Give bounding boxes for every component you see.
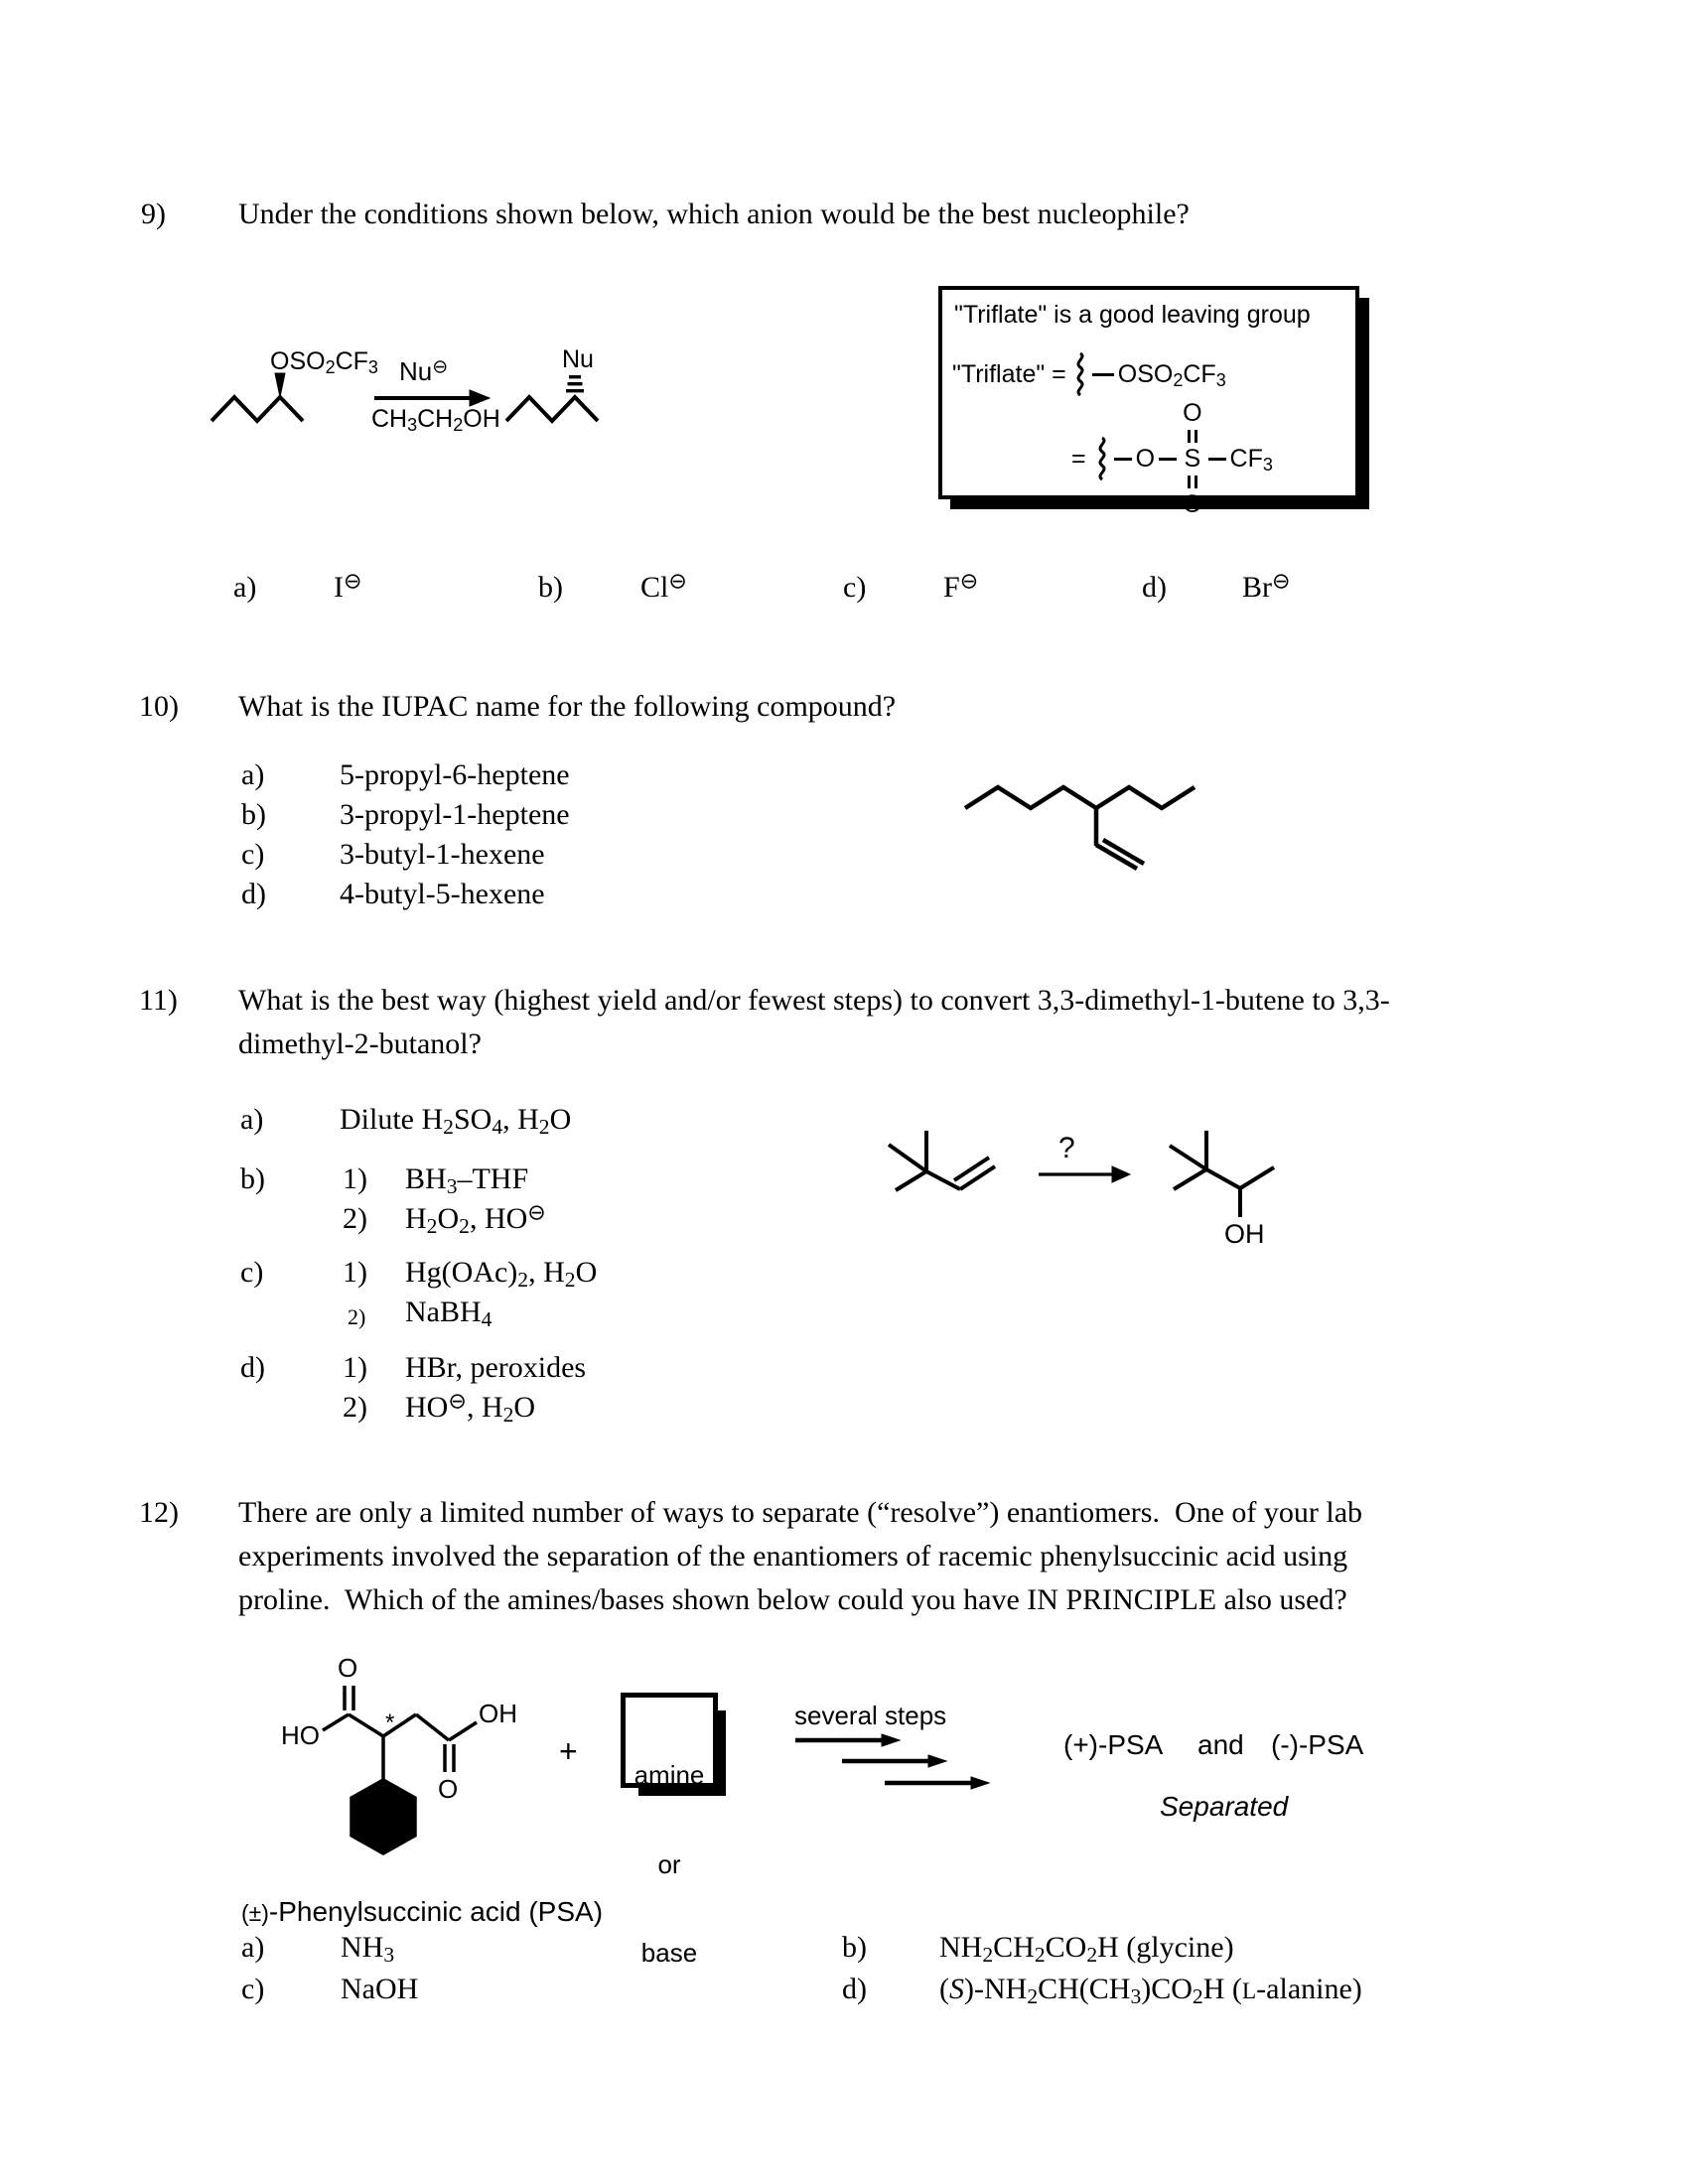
sulfur-atom: S [1184,444,1201,473]
single-bond [1092,373,1114,376]
q11-option-d-step1-value: HBr, peroxides [405,1351,587,1384]
oxygen-atom: O [1135,444,1156,473]
q12-text-line1: There are only a limited number of ways to separate (“resolve”) enantiomers. One of your lab [238,1496,1363,1529]
q12-ho-label: HO [281,1720,320,1750]
squiggle-bond-icon [1072,351,1088,397]
triflate-equals-label: "Triflate" = [952,359,1066,388]
q9-option-c-letter: c) [843,571,867,604]
q11-option-b-step2-num: 2) [343,1202,367,1235]
q11-option-b-step1-value: $BH_3$–THF [405,1162,529,1198]
q9-solvent-below-arrow: $CH_3CH_2OH$ [371,405,500,435]
arrowhead [971,1777,989,1789]
q12-option-b-letter: b) [842,1931,867,1964]
q9-text: Under the conditions shown below, which anion would be the best nucleophile? [238,198,1190,230]
q12-several-steps-arrows [789,1731,1003,1793]
single-bond [1114,458,1132,461]
squiggle-bond-icon [1094,436,1110,481]
hash-bond [569,375,581,378]
q12-option-a-value: $NH_3$ [341,1931,395,1967]
q11-option-a-value: Dilute $H_2SO_4$, $H_2O$ [340,1103,572,1139]
hash-bond [568,382,583,385]
q9-product-label: Nu [562,345,594,373]
q12-psa-structure [268,1638,516,1871]
arrowhead [1112,1166,1130,1182]
q11-alkene-structure [872,1115,1011,1204]
q12-conjunction: and [1197,1729,1244,1760]
q12-amine-or-base-box [621,1693,718,1969]
q12-option-d-value: $(S)-NH_2CH(CH_3)CO_2H$ (L-alanine) [939,1973,1362,2008]
q9-option-d-letter: d) [1142,571,1167,604]
q9-reagent-above-arrow: Nu⊖ [399,356,449,386]
q9-option-b-letter: b) [538,571,563,604]
triflate-infobox [938,286,1359,518]
amine-box-line1: amine [633,1759,705,1790]
q11-option-b-step1-num: 1) [343,1162,367,1195]
arrowhead [882,1734,900,1746]
q12-o-bottom-label: O [438,1774,459,1804]
double-bond [1188,430,1197,443]
infobox-triflate-formula [952,351,1226,397]
q11-option-c-step1-num: 1) [343,1256,367,1289]
q10-option-a-letter: a) [241,758,265,791]
q11-option-b-step2-value: $H_2O_2$, HO⊖ [405,1199,546,1238]
q12-product1-label: (+)-PSA [1063,1729,1164,1760]
q11-option-d-letter: d) [240,1351,265,1384]
q11-option-d-step2-value: HO⊖, $H_2O$ [405,1388,536,1427]
q9-option-d-value: Br⊖ [1242,568,1291,604]
q12-arrow-label: several steps [794,1701,947,1730]
q12-product2-label: (-)-PSA [1271,1729,1364,1760]
q10-option-b-value: 3-propyl-1-heptene [340,798,570,831]
q12-text-line2: experiments involved the separation of the enantiomers of racemic phenylsuccinic acid using [238,1540,1348,1572]
infobox-title: "Triflate" is a good leaving group [954,301,1311,329]
sulfonyl-stack [1183,399,1201,518]
q11-arrow-label: ? [1058,1132,1075,1164]
single-bond [1159,458,1177,461]
q10-option-a-value: 5-propyl-6-heptene [340,758,570,791]
single-bond [1208,458,1226,461]
q11-option-c-step2-num: 2) [348,1304,366,1329]
q10-number: 10) [139,690,179,723]
double-bond [1188,476,1197,488]
hash-bond [566,389,584,392]
q12-option-c-letter: c) [241,1973,265,2005]
q11-reaction-arrow [1033,1156,1132,1193]
q10-compound-structure [951,774,1214,879]
q11-option-c-letter: c) [240,1256,264,1289]
triflate-condensed-formula: $OSO_2CF_3$ [1117,359,1226,390]
q10-option-c-value: 3-butyl-1-hexene [340,838,545,871]
q11-option-c-step2-value: NaBH$_4$ [405,1296,492,1331]
infobox-expanded-formula [1071,399,1273,518]
q9-number: 9) [141,198,166,230]
arrowhead [470,390,490,406]
q9-option-b-value: Cl⊖ [640,568,687,604]
q11-option-b-letter: b) [240,1162,265,1195]
q10-option-c-letter: c) [241,838,265,871]
q11-option-c-step1-value: $Hg(OAc)_2$, $H_2O$ [405,1256,598,1292]
cf3-group: $CF_3$ [1229,444,1273,475]
q12-oh-label: OH [479,1699,517,1728]
q12-option-b-value: $NH_2CH_2CO_2H$ (glycine) [939,1931,1234,1967]
wedge-bond [275,373,285,397]
q12-option-c-value: NaOH [341,1973,419,2005]
amine-box-line2: or [657,1848,681,1879]
q12-stereocenter-star: * [385,1709,395,1736]
double-bond-line [960,1166,995,1189]
arrowhead [928,1755,946,1767]
q12-o-top-label: O [338,1653,358,1683]
q9-option-a-letter: a) [233,571,257,604]
q10-option-b-letter: b) [241,798,266,831]
q11-option-d-step2-num: 2) [343,1391,367,1424]
q11-number: 11) [139,984,178,1017]
double-bond-line [954,1158,989,1180]
q12-psa-caption: (±)-Phenylsuccinic acid (PSA) [241,1896,604,1927]
q12-number: 12) [139,1496,179,1529]
q12-option-d-letter: d) [842,1973,867,2005]
q12-option-a-letter: a) [241,1931,265,1964]
q10-text: What is the IUPAC name for the following compound? [238,690,897,723]
q11-oh-label: OH [1224,1219,1265,1249]
q10-option-d-value: 4-butyl-5-hexene [340,878,545,910]
q11-text-line1: What is the best way (highest yield and/or fewest steps) to convert 3,3-dimethyl-1-butene to 3,3- [238,984,1390,1017]
q11-text-line2: dimethyl-2-butanol? [238,1027,482,1060]
q10-option-d-letter: d) [241,878,266,910]
benzene-ring [352,1780,415,1853]
oxygen-atom: O [1183,399,1202,427]
q11-alcohol-structure [1130,1115,1289,1226]
q9-substrate-label: $OSO_2CF_3$ [270,347,378,377]
q9-option-a-value: I⊖ [334,568,362,604]
q11-option-a-letter: a) [240,1103,264,1136]
oxygen-atom: O [1183,489,1202,518]
q12-text-line3: proline. Which of the amines/bases shown below could you have IN PRINCIPLE also used? [238,1583,1347,1616]
q12-separated-note: Separated [1160,1791,1289,1822]
equals-sign: = [1071,444,1086,473]
q9-option-c-value: F⊖ [943,568,979,604]
amine-box-line3: base [640,1938,698,1969]
q11-option-d-step1-num: 1) [343,1351,367,1384]
q12-plus-sign: + [559,1733,578,1769]
